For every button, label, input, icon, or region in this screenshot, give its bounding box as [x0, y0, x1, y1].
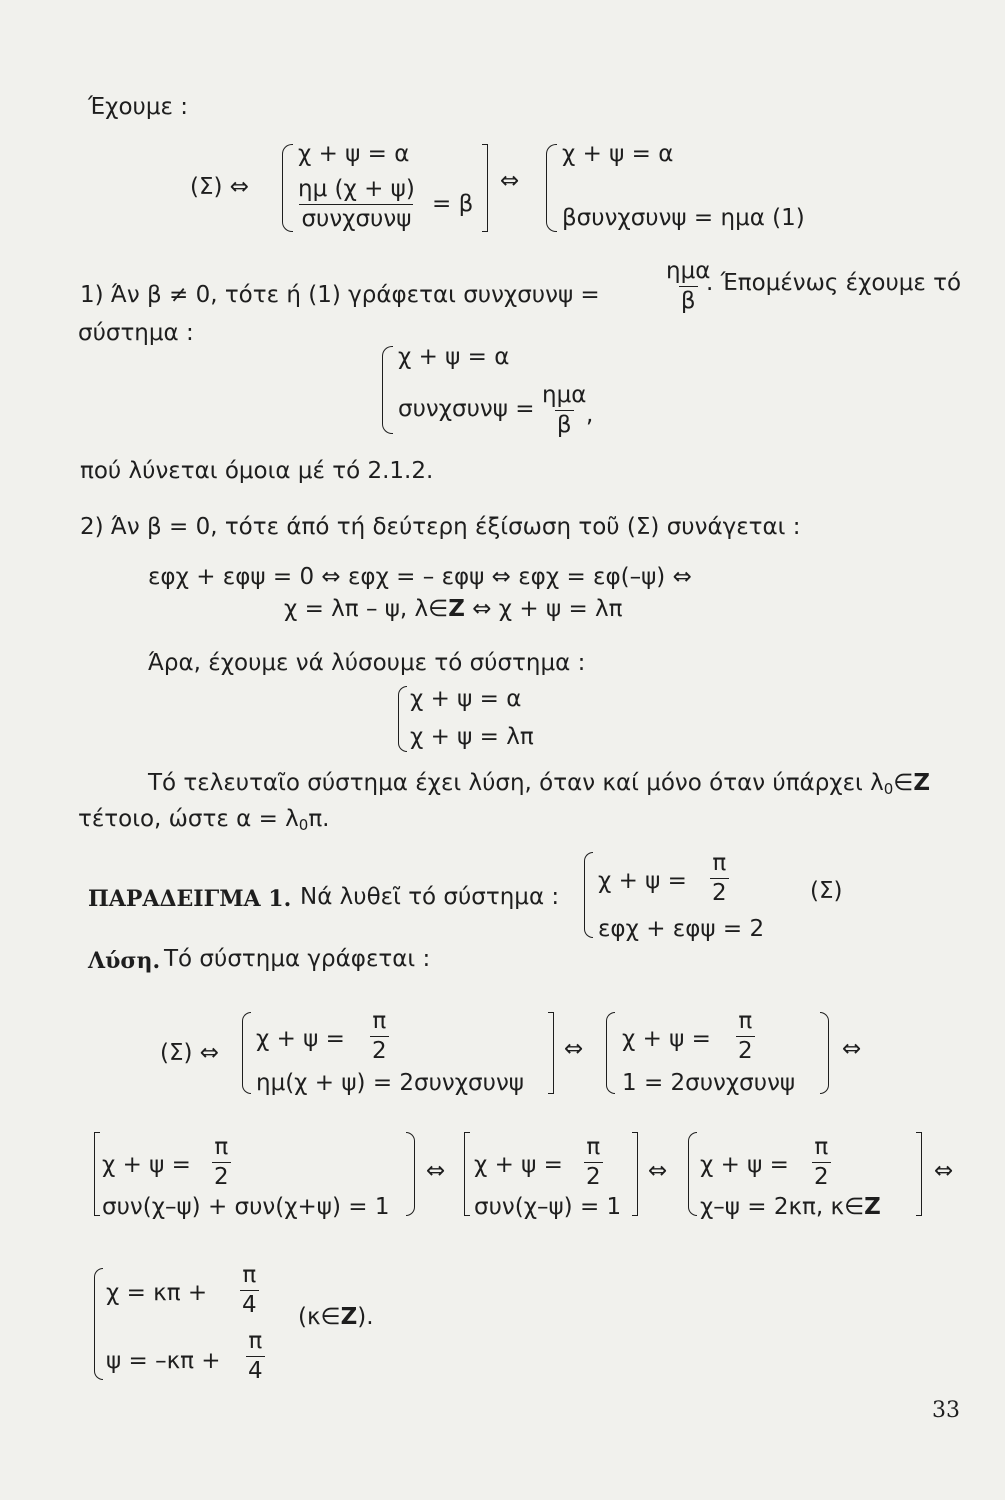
- case2-line1: 2) Άν β = 0, τότε άπό τή δεύτερη έξίσωση τοῦ (Σ) συνάγεται :: [80, 514, 801, 540]
- pi-over-2-fraction: [812, 1136, 831, 1189]
- subscript: 0: [883, 780, 894, 798]
- left-brace: [242, 1012, 251, 1094]
- fraction-denominator: 2: [214, 1164, 229, 1190]
- fraction-numerator: π: [372, 1008, 387, 1034]
- row2c-eq2: [700, 1196, 881, 1219]
- row2a-eq1: χ + ψ =: [102, 1152, 191, 1178]
- case2-line6-start: τέτοιο, ώστε α = λ: [78, 806, 299, 832]
- case2-line2: εφχ + εφψ = 0 ⇔ εφχ = – εφψ ⇔ εφχ = εφ(–ψ) ⇔: [148, 564, 692, 590]
- row3-eq2: ψ = –κπ +: [106, 1348, 221, 1374]
- case1-line2: σύστημα :: [78, 320, 194, 346]
- row1b-eq2: 1 = 2συνχσυνψ: [622, 1070, 796, 1096]
- fraction-denominator: συνχσυνψ: [301, 206, 412, 232]
- case2-line5-start: Τό τελευταῖο σύστημα έχει λύση, όταν καί μόνο όταν ύπάρχει λ: [148, 770, 884, 796]
- equivalence-arrow: ⇔: [564, 1036, 584, 1062]
- integers-symbol: Z: [448, 596, 465, 622]
- fraction-denominator: β: [680, 288, 696, 314]
- fraction-numerator: π: [814, 1134, 829, 1160]
- pi-over-2-fraction: [710, 852, 729, 905]
- case2-line6: [78, 808, 330, 833]
- solution-heading: Λύση.: [88, 948, 161, 974]
- integers-symbol: Z: [340, 1304, 358, 1330]
- example-eq1: χ + ψ =: [598, 868, 687, 894]
- left-bracket: [464, 1132, 470, 1216]
- case2-line3: [284, 598, 623, 621]
- case2-sys-eq2: χ + ψ = λπ: [410, 724, 534, 750]
- fraction-denominator: 2: [738, 1038, 753, 1064]
- condition-start: (κ∈: [298, 1304, 341, 1330]
- equivalence-arrow: ⇔: [934, 1158, 954, 1184]
- fraction-numerator: π: [214, 1134, 229, 1160]
- fraction-denominator: 2: [586, 1164, 601, 1190]
- pi-over-4-fraction: [240, 1264, 259, 1317]
- sys1-label: (Σ) ⇔: [190, 174, 250, 200]
- right-brace: [406, 1132, 415, 1216]
- fraction-denominator: 4: [242, 1292, 257, 1318]
- left-brace: [606, 1012, 615, 1094]
- case1-sys-fraction: [540, 384, 588, 437]
- row2c-eq1: χ + ψ =: [700, 1152, 789, 1178]
- case2-line6-end: π.: [308, 806, 330, 832]
- example-heading: ΠΑΡΑΔΕΙΓΜΑ 1.: [88, 886, 292, 912]
- solution-text: Τό σύστημα γράφεται :: [164, 946, 431, 972]
- row2b-eq1: χ + ψ =: [474, 1152, 563, 1178]
- page-number: 33: [932, 1398, 960, 1423]
- fraction-numerator: ημα: [542, 382, 587, 408]
- case2-line4: Άρα, έχουμε νά λύσουμε τό σύστημα :: [148, 650, 586, 676]
- sys1-eq1: χ + ψ = α: [298, 141, 410, 167]
- case1-line3: πού λύνεται όμοια μέ τό 2.1.2.: [80, 458, 434, 484]
- fraction-numerator: π: [712, 850, 727, 876]
- equivalence-arrow: ⇔: [426, 1158, 446, 1184]
- subscript: 0: [298, 816, 309, 834]
- fraction-numerator: π: [248, 1328, 263, 1354]
- sys1-eq3: χ + ψ = α: [562, 141, 674, 167]
- left-bracket: [94, 1132, 100, 1216]
- intro-text: Έχουμε :: [88, 94, 188, 120]
- fraction-numerator: ημα: [666, 258, 711, 284]
- integers-symbol: Z: [913, 770, 931, 796]
- fraction-denominator: 2: [712, 880, 727, 906]
- fraction-numerator: ημ (χ + ψ): [298, 176, 415, 202]
- case1-line1-end: . Έπομένως έχουμε τό: [706, 270, 962, 296]
- left-brace: [398, 686, 407, 752]
- equivalence-arrow: ⇔: [500, 168, 520, 194]
- case1-sys-comma: ,: [586, 402, 594, 428]
- right-brace: [820, 1012, 829, 1094]
- fraction-numerator: π: [586, 1134, 601, 1160]
- left-brace: [546, 144, 557, 232]
- right-bracket: [632, 1132, 638, 1216]
- example-eq2: εφχ + εφψ = 2: [598, 916, 765, 942]
- fraction-numerator: π: [738, 1008, 753, 1034]
- left-brace: [282, 144, 293, 232]
- fraction-denominator: 4: [248, 1358, 263, 1384]
- case2-line5: [148, 772, 930, 797]
- equivalence-arrow: ⇔: [842, 1036, 862, 1062]
- element-of-symbol: ∈: [893, 770, 914, 796]
- example-label: (Σ): [810, 878, 843, 904]
- example-text: Νά λυθεῖ τό σύστημα :: [300, 884, 560, 910]
- pi-over-2-fraction: [370, 1010, 389, 1063]
- pi-over-2-fraction: [212, 1136, 231, 1189]
- integers-symbol: Z: [864, 1194, 881, 1220]
- row3-eq1: χ = κπ +: [106, 1280, 208, 1306]
- sys1-eq4: βσυνχσυνψ = ημα (1): [562, 205, 805, 231]
- sys1-eq2-rhs: = β: [432, 191, 474, 217]
- case1-sys-eq1: χ + ψ = α: [398, 344, 510, 370]
- left-brace: [382, 346, 393, 434]
- pi-over-2-fraction: [584, 1136, 603, 1189]
- row3-condition: [298, 1306, 374, 1329]
- row2a-eq2: συν(χ–ψ) + συν(χ+ψ) = 1: [102, 1194, 390, 1220]
- right-bracket: [548, 1012, 554, 1094]
- equivalence-arrow: ⇔: [648, 1158, 668, 1184]
- condition-end: ).: [357, 1304, 374, 1330]
- fraction-numerator: π: [242, 1262, 257, 1288]
- solution-row1-label: (Σ) ⇔: [160, 1040, 220, 1066]
- case2-line3-start: χ = λπ – ψ, λ∈: [284, 596, 449, 622]
- case2-sys-eq1: χ + ψ = α: [410, 686, 522, 712]
- pi-over-2-fraction: [736, 1010, 755, 1063]
- pi-over-4-fraction: [246, 1330, 265, 1383]
- case1-line1: 1) Άν β ≠ 0, τότε ή (1) γράφεται συνχσυνψ =: [80, 282, 600, 308]
- row1a-eq1: χ + ψ =: [256, 1026, 345, 1052]
- row2b-eq2: συν(χ–ψ) = 1: [474, 1194, 622, 1220]
- fraction-denominator: 2: [814, 1164, 829, 1190]
- fraction-denominator: 2: [372, 1038, 387, 1064]
- fraction-denominator: β: [556, 412, 572, 438]
- left-brace: [688, 1132, 697, 1216]
- left-brace: [584, 852, 593, 938]
- right-bracket: [482, 144, 488, 232]
- row2c-eq2-start: χ–ψ = 2κπ, κ∈: [700, 1194, 865, 1220]
- left-brace: [94, 1268, 103, 1380]
- row1b-eq1: χ + ψ =: [622, 1026, 711, 1052]
- sys1-fraction: [296, 178, 417, 231]
- case2-line3-end: ⇔ χ + ψ = λπ: [472, 596, 623, 622]
- case1-sys-eq2: συνχσυνψ =: [398, 396, 535, 422]
- right-bracket: [916, 1132, 922, 1216]
- row1a-eq2: ημ(χ + ψ) = 2συνχσυνψ: [256, 1070, 524, 1096]
